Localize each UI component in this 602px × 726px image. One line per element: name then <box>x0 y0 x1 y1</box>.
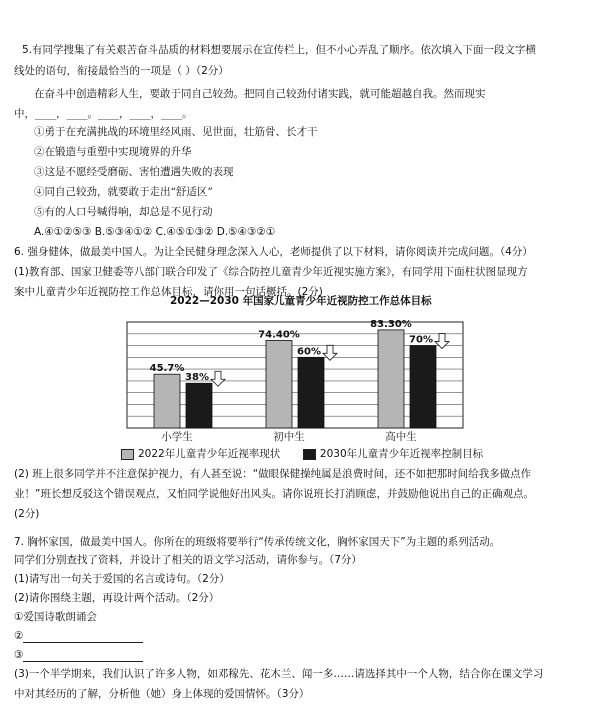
category-label-2: 高中生 <box>385 431 417 443</box>
q6-sub2-line3: (2分) <box>14 508 40 520</box>
q7-stem: 7. 胸怀家国，做最美中国人。你所在的班级将要举行“传承传统文化，胸怀家国天下”为主题的系列活动。 <box>14 536 501 548</box>
legend-label-2022: 2022年儿童青少年近视率现状 <box>138 448 281 460</box>
q5-option-5: ⑤有的人口号喊得响，却总是不见行动 <box>34 206 213 218</box>
chart-title: 2022—2030 年国家儿童青少年近视防控工作总体目标 <box>170 295 432 307</box>
q5-choices: A.④①②⑤③ B.⑤③④①② C.④⑤①③② D.⑤④③②① <box>34 226 276 238</box>
q7-sub1: (1)请写出一句关于爱国的名言或诗句。（2分） <box>14 573 230 585</box>
q5-option-4: ④同自己较劲，就要敢于走出“舒适区” <box>34 186 213 198</box>
activity-2-blank[interactable] <box>23 631 143 643</box>
down-arrow-icon <box>323 345 337 360</box>
bar-0-1 <box>266 340 292 428</box>
data-label-1-0: 38% <box>185 372 209 384</box>
data-label-0-2: 83.30% <box>370 318 412 330</box>
q5-stem-line2: 线处的语句，衔接最恰当的一项是（ ）（2分） <box>14 65 229 77</box>
category-label-1: 初中生 <box>273 431 305 443</box>
bar-0-0 <box>154 374 180 428</box>
down-arrow-icon <box>435 334 449 349</box>
q6-stem: 6. 强身健体，做最美中国人。为让全民健身理念深入人心，老师提供了以下材料，请你阅读并完成问题。（4分） <box>14 246 533 258</box>
activity-3-label: ③ <box>14 649 24 661</box>
q5-stem-line1: 5.有同学搜集了有关艰苦奋斗品质的材料想要展示在宣传栏上，但不小心弄乱了顺序。依次填入下面一段文字横 <box>22 44 537 56</box>
q6-sub1-line1: (1)教育部、国家卫健委等八部门联合印发了《综合防控儿童青少年近视实施方案》，有同学用下面柱状图显现方 <box>14 266 528 278</box>
bar-1-2 <box>410 346 436 428</box>
bar-0-2 <box>378 330 404 428</box>
myopia-bar-chart <box>125 310 465 446</box>
q7-intro: 同学们分别查找了资料，并设计了相关的语文学习活动，请你参与。（7分） <box>14 554 362 566</box>
data-label-0-0: 45.7% <box>149 363 185 375</box>
activity-3-blank[interactable] <box>23 650 143 662</box>
legend-swatch-2022 <box>121 449 134 460</box>
q5-passage-2: 中，____，____。____，____，____。 <box>14 108 193 120</box>
q7-sub3-line2: 中对其经历的了解，分析他（她）身上体现的爱国情怀。（3分） <box>14 688 310 700</box>
legend-label-2030: 2030年儿童青少年近视率控制目标 <box>319 448 484 460</box>
q6-sub2-line2: 业！”班长想反驳这个错误观点，又怕同学说他好出风头。请你说班长打消顾虑，并鼓励他说出自己的正确观点。 <box>14 488 534 500</box>
down-arrow-icon <box>211 371 225 386</box>
q6-sub1-line2: 案中儿童青少年近视防控工作总体目标，请你用一句话概括。(2分) <box>14 286 323 298</box>
q7-activity-2[interactable] <box>14 630 143 643</box>
q7-activity-1: ①爱国诗歌朗诵会 <box>14 611 97 623</box>
activity-2-label: ② <box>14 630 24 642</box>
q5-option-3: ③这是不愿经受磨砺、害怕遭遇失败的表现 <box>34 166 234 178</box>
q7-sub2: (2)请你围绕主题，再设计两个活动。（2分） <box>14 592 220 604</box>
bar-1-0 <box>186 383 212 428</box>
category-label-0: 小学生 <box>161 431 193 443</box>
data-label-0-1: 74.40% <box>258 329 300 341</box>
q6-sub2-line1: (2) 班上很多同学并不注意保护视力，有人甚至说：“做眼保健操纯属是浪费时间，还不如把那时间给我多做点作 <box>14 468 532 480</box>
q5-option-1: ①勇于在充满挑战的环境里经风雨、见世面，壮筋骨、长才干 <box>34 126 318 138</box>
legend-swatch-2030 <box>303 449 316 460</box>
chart-legend <box>121 448 483 461</box>
data-label-1-1: 60% <box>297 346 321 358</box>
q5-passage: 在奋斗中创造精彩人生，要敢于同自己较劲。把同自己较劲付诸实践，就可能超越自我。然而现实 <box>34 88 486 100</box>
q7-activity-3[interactable] <box>14 649 143 662</box>
bar-1-1 <box>298 357 324 428</box>
q7-sub3-line1: (3)一个半学期来，我们认识了许多人物，如邓稼先、花木兰、闻一多……请选择其中一个人物，结合你在课文学习 <box>14 668 544 680</box>
data-label-1-2: 70% <box>409 334 433 346</box>
q5-option-2: ②在锻造与重塑中实现境界的升华 <box>34 146 192 158</box>
